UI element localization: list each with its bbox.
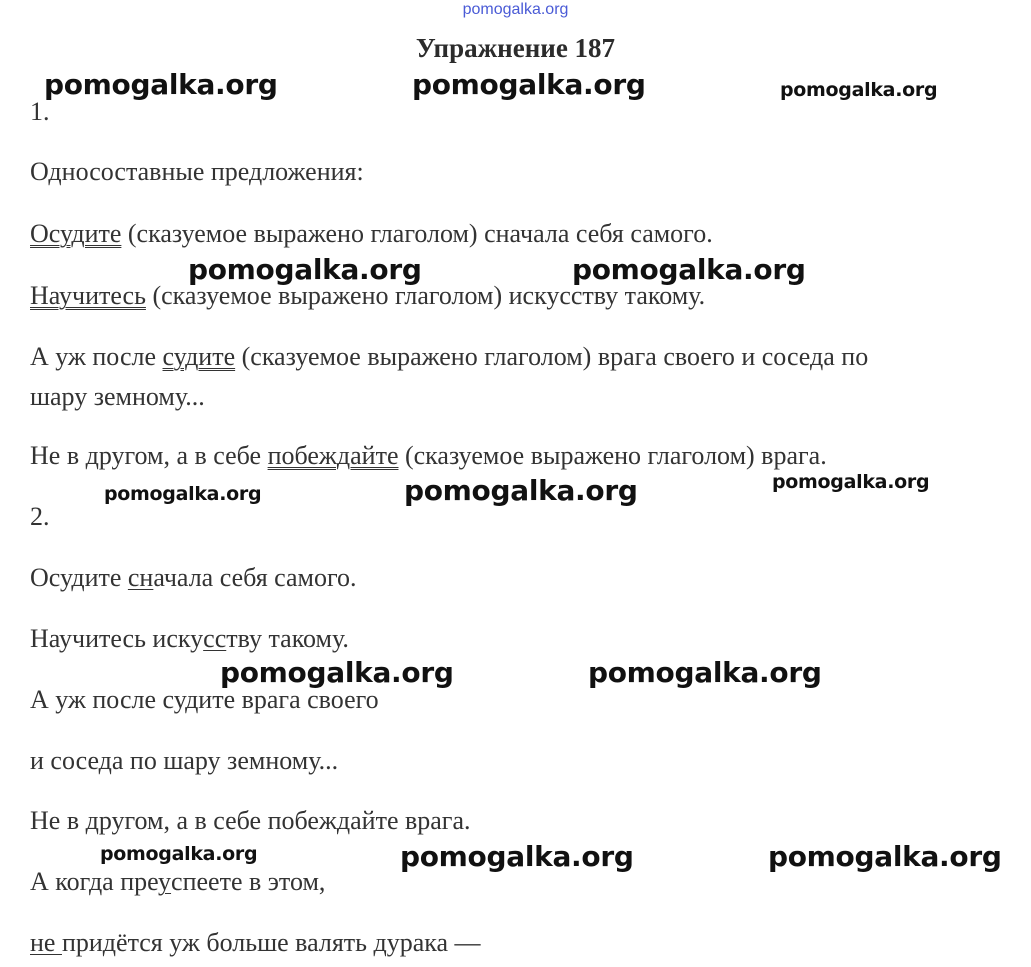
- page-title: Упражнение 187: [415, 33, 616, 63]
- section-number-2: 2.: [30, 502, 50, 531]
- text-line: и соседа по шару земному...: [30, 746, 339, 775]
- predicate-word: Научитесь: [30, 281, 146, 310]
- marked-letters: не: [30, 928, 62, 957]
- watermark: pomogalka.org: [220, 656, 454, 689]
- text-line: А уж после судите врага своего: [30, 685, 379, 714]
- marked-letters: сс: [203, 624, 227, 653]
- watermark: pomogalka.org: [104, 483, 262, 505]
- text-line: [30, 562, 357, 594]
- section-number-1: 1.: [30, 97, 50, 126]
- text-segment: Научитесь иску: [30, 624, 204, 653]
- text-line: [30, 218, 713, 250]
- watermark: pomogalka.org: [44, 68, 278, 101]
- text-line: [30, 927, 481, 959]
- watermark: pomogalka.org: [780, 79, 938, 101]
- watermark: pomogalka.org: [412, 68, 646, 101]
- text-line: [30, 440, 827, 472]
- text-segment: (сказуемое выражено глаголом) врага.: [398, 441, 827, 470]
- marked-letters: сн: [127, 563, 154, 592]
- text-segment: (сказуемое выражено глаголом) искусству такому.: [145, 281, 706, 310]
- watermark: pomogalka.org: [772, 471, 930, 493]
- watermark: pomogalka.org: [572, 253, 806, 286]
- marked-letters: у: [158, 867, 172, 896]
- predicate-word: судите: [162, 342, 236, 371]
- watermark: pomogalka.org: [588, 656, 822, 689]
- text-segment: придётся уж больше валять дурака —: [61, 928, 481, 957]
- text-line: [30, 623, 349, 655]
- text-line: [30, 341, 868, 373]
- watermark: pomogalka.org: [400, 840, 634, 873]
- text-segment: Не в другом, а в себе: [30, 441, 268, 470]
- text-segment: Осудите: [30, 563, 128, 592]
- text-line: [30, 866, 325, 898]
- predicate-word: Осудите: [30, 219, 122, 248]
- text-line: Не в другом, а в себе побеждайте врага.: [30, 806, 471, 835]
- watermark: pomogalka.org: [404, 474, 638, 507]
- text-segment: (сказуемое выражено глаголом) врага своего и соседа по: [235, 342, 869, 371]
- watermark: pomogalka.org: [768, 840, 1002, 873]
- text-segment: А уж после: [30, 342, 163, 371]
- text-segment: тву такому.: [226, 624, 349, 653]
- site-link[interactable]: pomogalka.org: [462, 1, 569, 18]
- text-segment: А когда пре: [30, 867, 159, 896]
- predicate-word: побеждайте: [267, 441, 399, 470]
- watermark: pomogalka.org: [188, 253, 422, 286]
- section-heading: Односоставные предложения:: [30, 157, 364, 186]
- text-segment: (сказуемое выражено глаголом) сначала себя самого.: [121, 219, 713, 248]
- text-segment: ачала себя самого.: [153, 563, 357, 592]
- text-segment: спеете в этом,: [171, 867, 326, 896]
- text-line: шару земному...: [30, 382, 205, 411]
- watermark: pomogalka.org: [100, 843, 258, 865]
